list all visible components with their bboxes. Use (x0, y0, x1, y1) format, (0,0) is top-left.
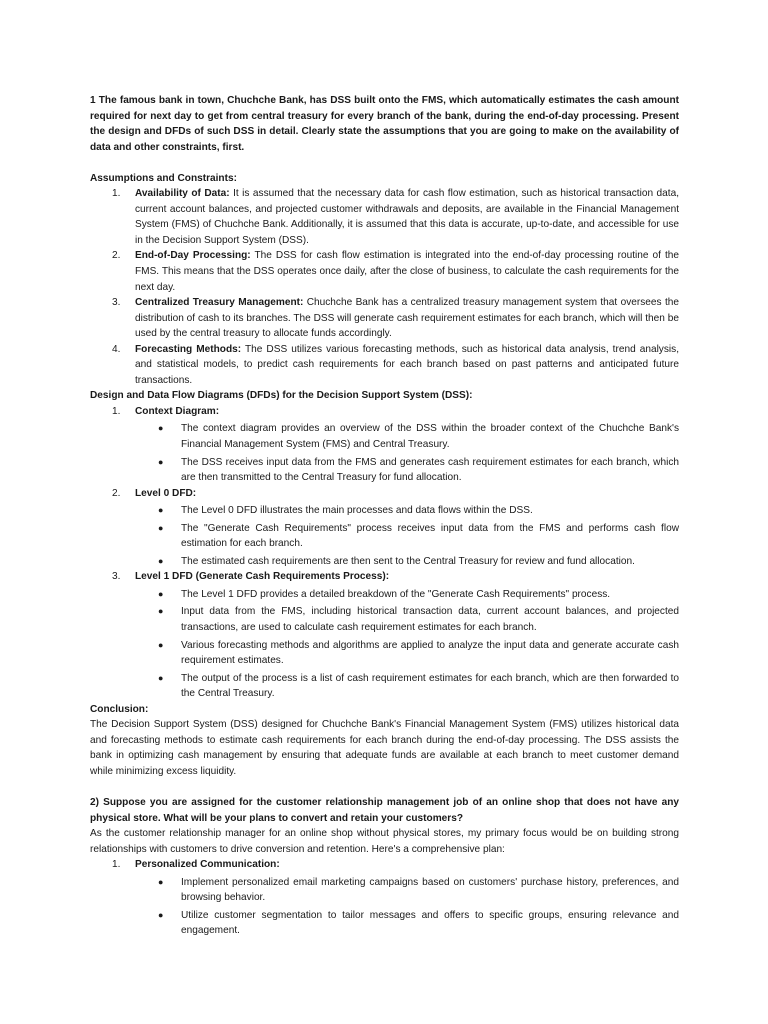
list-item (90, 604, 679, 635)
design-list (90, 404, 679, 702)
bullet-icon: ● (158, 555, 164, 566)
crm-plan-title: Personalized Communication: (135, 859, 280, 871)
bullet-icon: ● (158, 672, 164, 683)
bullet-icon: ● (158, 606, 164, 617)
list-item (90, 455, 679, 486)
bullet-text: Implement personalized email marketing campaigns based on customers' purchase history, preferences, and browsing behavior. (181, 876, 679, 904)
bullet-icon: ● (158, 909, 164, 920)
assumptions-heading: Assumptions and Constraints: (90, 172, 237, 184)
design-item-title: Context Diagram: (135, 405, 220, 417)
bullet-text: Input data from the FMS, including historical transaction data, current account balances, and projected transactions, are used to calculate cash requirement estimates for each branch. (181, 606, 679, 633)
bullet-text: The DSS receives input data from the FMS and generates cash requirement estimates for each branch, which are then transmitted to the Central Treasury for fund allocation. (181, 456, 679, 484)
bullet-icon: ● (158, 588, 164, 599)
assumption-item (90, 342, 679, 389)
bullet-text: Various forecasting methods and algorithms are applied to analyze the input data and generate accurate cash requirement estimates. (181, 639, 679, 667)
list-number: 4. (112, 343, 121, 355)
list-item (90, 554, 679, 570)
list-number: 3. (112, 571, 121, 583)
conclusion-text: The Decision Support System (DSS) designed for Chuchche Bank's Financial Management System (FMS) utilizes historical data and forecasting methods to estimate cash requirements for each branch during the end-of-day processing. The DSS assists the bank in optimizing cash management by ensuring that adequate funds are available at each branch to meet customer demand while minimizing excess liquidity. (90, 719, 679, 777)
question-2: 2) Suppose you are assigned for the customer relationship management job of an online shop that does not have any physical store. What will be your plans to convert and retain your customers? (90, 796, 679, 824)
list-item (90, 421, 679, 452)
design-heading: Design and Data Flow Diagrams (DFDs) for the Decision Support System (DSS): (90, 390, 473, 402)
list-number: 1. (112, 405, 121, 417)
bullet-text: The "Generate Cash Requirements" process receives input data from the FMS and performs cash flow estimation for each branch. (181, 522, 679, 550)
assumption-item (90, 295, 679, 342)
bullet-list (90, 587, 679, 702)
assumption-title: End-of-Day Processing: (135, 250, 251, 262)
bullet-text: The context diagram provides an overview of the DSS within the broader context of the Chuchche Bank's Financial Management System (FMS) and Central Treasury. (181, 423, 679, 450)
bullet-list (90, 503, 679, 569)
list-item (90, 587, 679, 603)
list-item (90, 503, 679, 519)
question-1: 1 The famous bank in town, Chuchche Bank, has DSS built onto the FMS, which automatically estimates the cash amount required for next day to get from central treasury for every branch of the bank, during the end-of-day processing. Present the design and DFDs of such DSS in detail. Clearly state the assumptions that you are going to make on the availability of data and other constraints, first. (90, 95, 679, 153)
bullet-icon: ● (158, 522, 164, 533)
list-number: 3. (112, 297, 121, 309)
bullet-text: The Level 1 DFD provides a detailed breakdown of the "Generate Cash Requirements" process. (181, 588, 611, 600)
bullet-icon: ● (158, 639, 164, 650)
bullet-text: The output of the process is a list of cash requirement estimates for each branch, which are then forwarded to the Central Treasury. (181, 672, 679, 700)
bullet-icon: ● (158, 456, 164, 467)
bullet-list (90, 421, 679, 485)
list-item (90, 875, 679, 906)
design-item (90, 404, 679, 420)
list-number: 2. (112, 487, 121, 499)
list-item (90, 671, 679, 702)
assumption-item (90, 248, 679, 295)
assumption-title: Centralized Treasury Management: (135, 297, 304, 309)
conclusion-heading: Conclusion: (90, 703, 149, 715)
list-item (90, 521, 679, 552)
assumption-text: The DSS for cash flow estimation is integrated into the end-of-day processing routine of the FMS. This means that the DSS operates once daily, after the close of business, to calculate the cash requirements for the next day. (135, 250, 679, 293)
bullet-icon: ● (158, 505, 164, 516)
assumption-title: Availability of Data: (135, 188, 230, 200)
list-number: 1. (112, 859, 121, 871)
assumption-text: Chuchche Bank has a centralized treasury management system that oversees the distribution of cash to its branches. The DSS will generate cash requirement estimates for each branch, which will then be used by the central treasury to allocate funds accordingly. (135, 297, 679, 340)
crm-plan-list (90, 857, 679, 939)
list-number: 1. (112, 188, 121, 200)
bullet-icon: ● (158, 423, 164, 434)
design-item (90, 569, 679, 585)
assumption-item (90, 186, 679, 248)
assumptions-list (90, 186, 679, 388)
bullet-text: Utilize customer segmentation to tailor messages and offers to specific groups, ensuring relevance and engagement. (181, 909, 679, 937)
assumption-title: Forecasting Methods: (135, 343, 242, 355)
list-item (90, 908, 679, 939)
list-number: 2. (112, 250, 121, 262)
bullet-text: The estimated cash requirements are then sent to the Central Treasury for review and fund allocation. (181, 555, 635, 567)
design-item-title: Level 1 DFD (Generate Cash Requirements Process): (135, 571, 390, 583)
bullet-icon: ● (158, 876, 164, 887)
crm-plan-item (90, 857, 679, 873)
assumption-text: It is assumed that the necessary data for cash flow estimation, such as historical transaction data, current account balances, and projected customer withdrawals and deposits, are available in the Financial Management System (FMS) of Chuchche Bank. Additionally, it is assumed that this data is accurate, up-to-date, and accessible for use in the Decision Support System (DSS). (135, 188, 679, 246)
list-item (90, 638, 679, 669)
question-2-intro: As the customer relationship manager for an online shop without physical stores, my primary focus would be on building strong relationships with customers to drive conversion and retention. Here's a comprehensive plan: (90, 828, 679, 855)
bullet-list (90, 875, 679, 939)
document-content (90, 93, 679, 939)
bullet-text: The Level 0 DFD illustrates the main processes and data flows within the DSS. (181, 505, 533, 517)
design-item (90, 486, 679, 502)
design-item-title: Level 0 DFD: (135, 487, 197, 499)
assumption-text: The DSS utilizes various forecasting methods, such as historical data analysis, trend analysis, and statistical models, to predict cash requirements for each branch based on past patterns and anticipated future transactions. (135, 343, 679, 386)
